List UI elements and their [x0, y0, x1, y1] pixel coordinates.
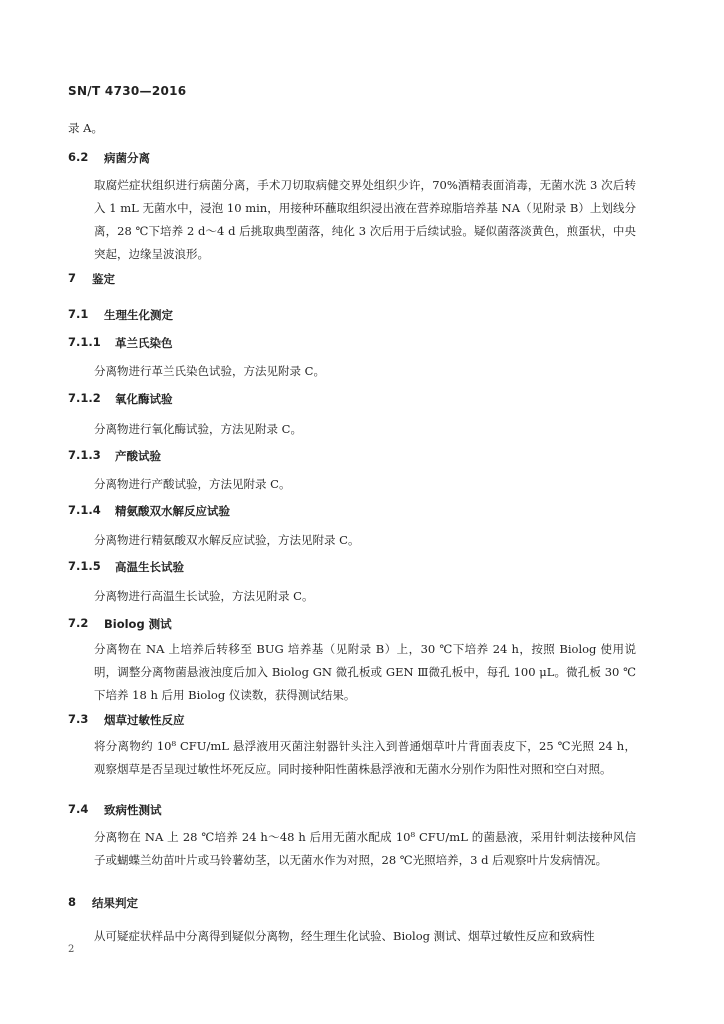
heading-7-1-1: [68, 335, 173, 350]
heading-number: 7: [68, 271, 77, 285]
heading-7-2: [68, 616, 172, 631]
paragraph-6-2: [68, 174, 636, 266]
paragraph-text: 分离物在 NA 上 28 ℃培养 24 h～48 h 后用无菌水配成 10⁸ CFU/mL 的菌悬液，采用针刺法接种风信子或蝴蝶兰幼苗叶片或马铃薯幼茎，以无菌水作为对照，28 ℃光照培养，3 d 后观察叶片发病情况。: [94, 830, 636, 867]
heading-title: 结果判定: [92, 896, 138, 910]
heading-title: 革兰氏染色: [115, 336, 173, 350]
paragraph-text: 取腐烂症状组织进行病菌分离，手术刀切取病健交界处组织少许，70%酒精表面消毒，无菌水洗 3 次后转入 1 mL 无菌水中，浸泡 10 min，用接种环蘸取组织浸出液在营养琼脂培养基 NA（见附录 B）上划线分离，28 ℃下培养 2 d～4 d 后挑取典型菌落，纯化 3 次后用于后续试验。疑似菌落淡黄色，煎蛋状，中央突起，边缘呈波浪形。: [94, 178, 636, 261]
heading-7-1-4: [68, 503, 230, 518]
paragraph-7-1-3: 分离物进行产酸试验，方法见附录 C。: [94, 477, 291, 491]
heading-title: 生理生化测定: [104, 308, 173, 322]
heading-7-1: [68, 307, 173, 322]
heading-number: 7.3: [68, 712, 89, 726]
heading-title: 精氨酸双水解反应试验: [115, 504, 230, 518]
heading-number: 7.1.4: [68, 503, 101, 517]
paragraph-8: 从可疑症状样品中分离得到疑似分离物，经生理生化试验、Biolog 测试、烟草过敏性反应和致病性: [94, 929, 595, 943]
heading-7: [68, 271, 115, 286]
paragraph-7-1-4: 分离物进行精氨酸双水解反应试验，方法见附录 C。: [94, 533, 360, 547]
heading-title: 病菌分离: [104, 151, 150, 165]
heading-7-1-2: [68, 391, 173, 406]
paragraph-7-1-5: 分离物进行高温生长试验，方法见附录 C。: [94, 589, 314, 603]
page-number: 2: [68, 944, 75, 955]
heading-number: 7.1.2: [68, 391, 101, 405]
paragraph-continuation: 录 A。: [68, 121, 103, 135]
paragraph-7-1-1: 分离物进行革兰氏染色试验，方法见附录 C。: [94, 364, 325, 378]
heading-title: 烟草过敏性反应: [104, 713, 185, 727]
heading-number: 7.1: [68, 307, 89, 321]
heading-title: 鉴定: [92, 272, 115, 286]
heading-title: Biolog 测试: [104, 617, 172, 631]
heading-number: 7.4: [68, 802, 89, 816]
heading-number: 7.1.1: [68, 335, 101, 349]
heading-title: 产酸试验: [115, 449, 161, 463]
heading-7-1-3: [68, 448, 161, 463]
heading-7-4: [68, 802, 162, 817]
heading-number: 7.1.3: [68, 448, 101, 462]
heading-6-2: [68, 150, 150, 165]
paragraph-text: 分离物在 NA 上培养后转移至 BUG 培养基（见附录 B）上，30 ℃下培养 24 h，按照 Biolog 使用说明，调整分离物菌悬液浊度后加入 Biolog GN 微孔板或 GEN Ⅲ微孔板中，每孔 100 μL。微孔板 30 ℃下培养 18 h 后用 Biolog 仪读数，获得测试结果。: [94, 642, 636, 702]
heading-title: 氧化酶试验: [115, 392, 173, 406]
heading-number: 7.2: [68, 616, 89, 630]
heading-7-1-5: [68, 559, 184, 574]
standard-number: SN/T 4730—2016: [68, 84, 187, 98]
paragraph-7-3: [68, 735, 636, 781]
heading-number: 6.2: [68, 150, 89, 164]
heading-title: 高温生长试验: [115, 560, 184, 574]
paragraph-7-2: [68, 638, 636, 707]
paragraph-7-1-2: 分离物进行氧化酶试验，方法见附录 C。: [94, 422, 302, 436]
heading-7-3: [68, 712, 185, 727]
paragraph-text: 将分离物约 10⁸ CFU/mL 悬浮液用灭菌注射器针头注入到普通烟草叶片背面表皮下，25 ℃光照 24 h，观察烟草是否呈现过敏性坏死反应。同时接种阳性菌株悬浮液和无菌水分别作为阳性对照和空白对照。: [94, 739, 636, 776]
heading-number: 7.1.5: [68, 559, 101, 573]
heading-8: [68, 895, 138, 910]
paragraph-7-4: [68, 826, 636, 872]
heading-title: 致病性测试: [104, 803, 162, 817]
heading-number: 8: [68, 895, 77, 909]
